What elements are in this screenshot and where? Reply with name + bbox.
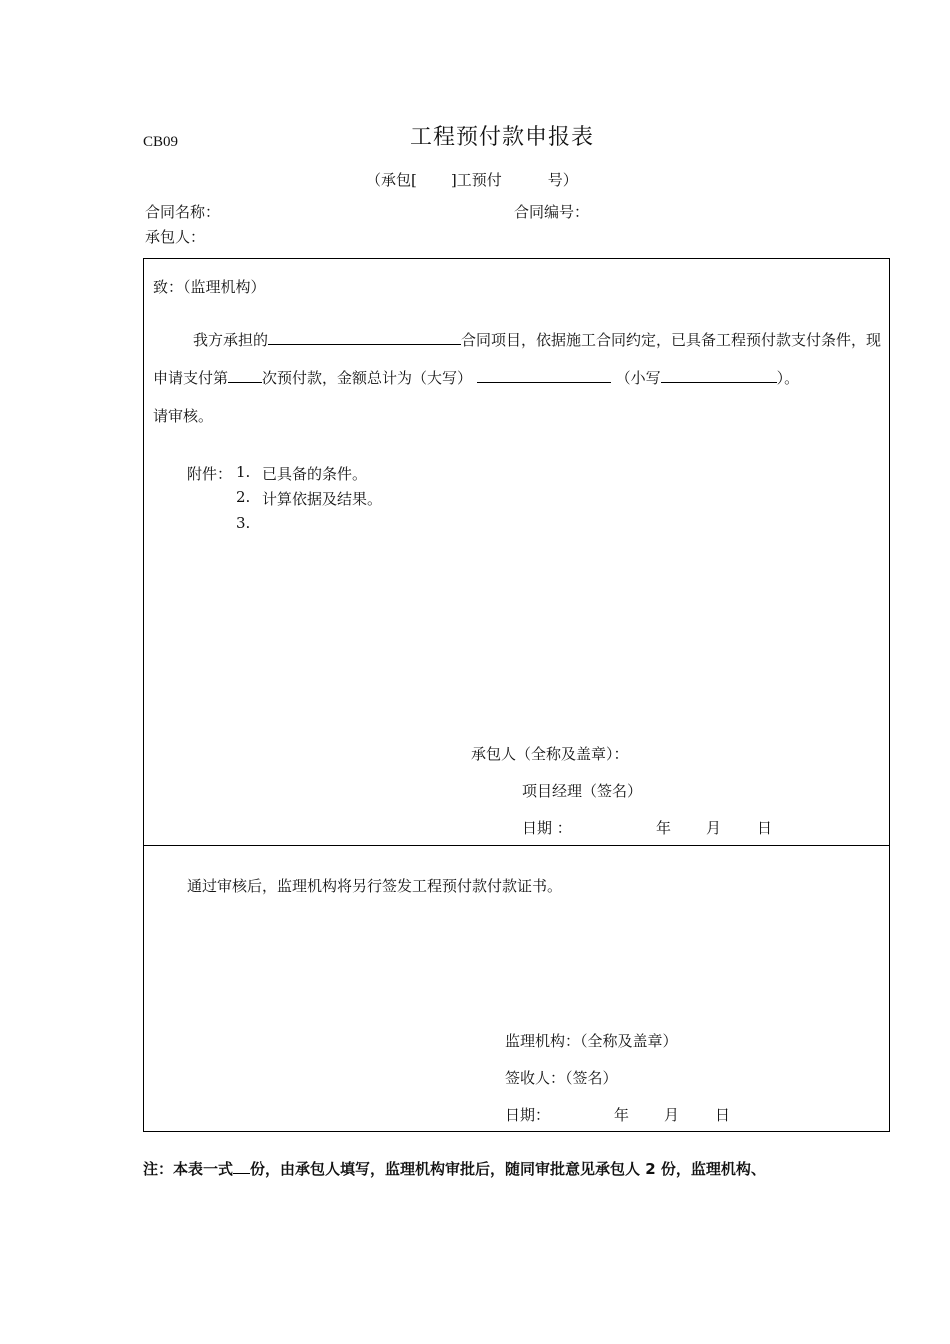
application-date-label: 日期 ： (522, 819, 572, 837)
para-text5: ）。 (776, 369, 800, 387)
project-manager-label: 项目经理（签名） (522, 782, 643, 800)
attachment-1-num: 1. (236, 463, 251, 481)
para-text3: 次预付款，金额总计为（大写） (262, 369, 473, 387)
review-day: 日 (715, 1106, 731, 1124)
application-month: 月 (706, 819, 722, 837)
review-month: 月 (664, 1106, 680, 1124)
application-paragraph (153, 321, 883, 435)
amount-figures-blank[interactable] (661, 368, 777, 383)
attachment-3-text[interactable] (262, 514, 662, 532)
contractor-label: 承包人： (145, 228, 206, 246)
page-title: 工程预付款申报表 (409, 125, 594, 150)
para-text2: 合同项目，依据施工合同约定，已具备工程预付款支付条件，现申请支付第 (153, 331, 882, 387)
addressee-line: 致：（监理机构） (153, 278, 266, 296)
review-statement: 通过审核后，监理机构将另行签发工程预付款付款证书。 (187, 877, 563, 895)
subtitle-part3: 号） (547, 171, 578, 189)
copies-blank[interactable] (233, 1158, 250, 1174)
attachment-2-text: 计算依据及结果。 (262, 490, 383, 508)
contractor-seal-label: 承包人（全称及盖章）： (471, 745, 629, 763)
project-name-blank[interactable] (268, 330, 461, 345)
attachment-2-num: 2. (236, 488, 251, 506)
supervisor-seal-label: 监理机构：（全称及盖章） (505, 1032, 678, 1050)
para-text1: 我方承担的 (193, 331, 269, 349)
note-part2: 份，由承包人填写，监理机构审批后，随同审批意见承包人 2 份，监理机构、 (250, 1160, 766, 1178)
application-year: 年 (656, 819, 672, 837)
contract-name-label: 合同名称： (145, 203, 221, 221)
form-code: CB09 (143, 134, 179, 150)
para-text4: （小写 (615, 369, 661, 387)
form-number-line (366, 169, 578, 190)
attachments-label: 附件： (187, 465, 233, 483)
footer-note (143, 1158, 766, 1179)
receiver-signature-label: 签收人：（签名） (505, 1069, 618, 1087)
contract-no-label: 合同编号： (514, 203, 590, 221)
subtitle-part1: （承包[ (366, 171, 417, 189)
attachment-3-num: 3. (236, 514, 251, 532)
payment-count-blank[interactable] (228, 368, 262, 383)
application-day: 日 (757, 819, 773, 837)
review-date-label: 日期： (505, 1106, 551, 1124)
para-text6: 请审核。 (153, 407, 214, 425)
subtitle-part2: ]工预付 (450, 171, 502, 189)
section-divider (143, 845, 890, 846)
note-part1: 注：本表一式 (143, 1160, 234, 1178)
review-year: 年 (614, 1106, 630, 1124)
attachment-1-text: 已具备的条件。 (262, 465, 368, 483)
amount-words-blank[interactable] (477, 368, 611, 383)
